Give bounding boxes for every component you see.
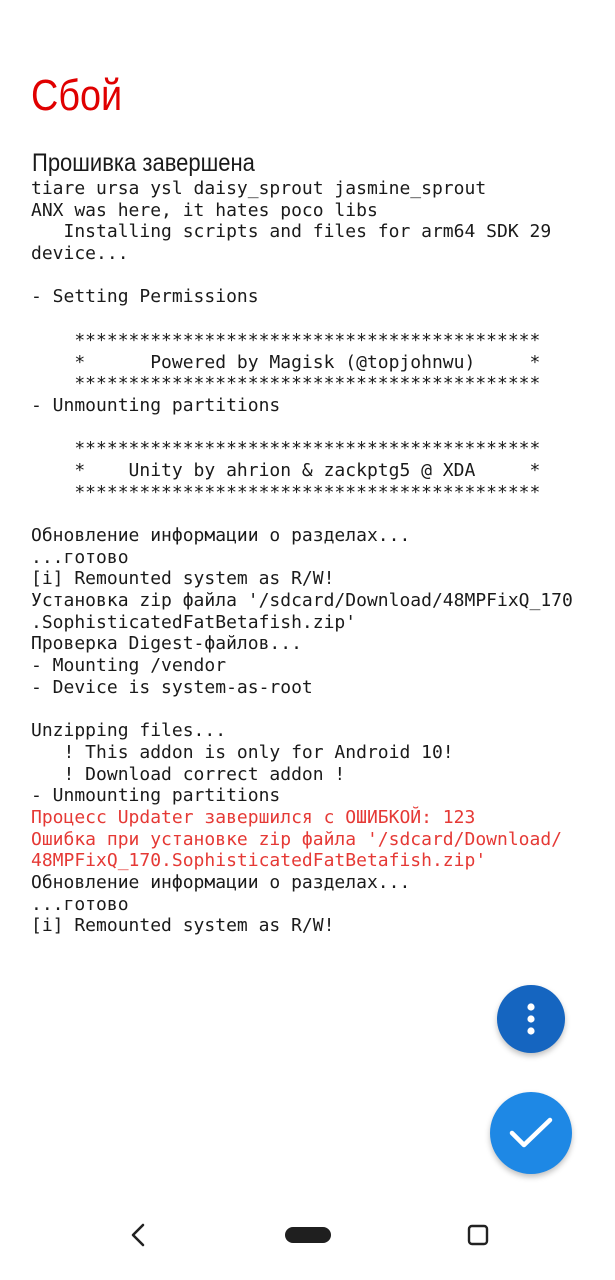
log-line: ...готово (31, 546, 129, 568)
log-line: Обновление информации о разделах... (31, 872, 411, 893)
more-vertical-icon (525, 1002, 537, 1036)
log-line: ******************************************* (31, 373, 541, 395)
more-options-button[interactable] (497, 985, 565, 1053)
log-line: Обновление информации о разделах... (31, 525, 411, 546)
log-line: - Unmounting partitions (31, 785, 281, 807)
flash-log (31, 178, 573, 937)
log-line: [i] Remounted system as R/W! (31, 915, 335, 937)
log-line (31, 417, 573, 439)
log-line: .SophisticatedFatBetafish.zip' (31, 611, 357, 633)
log-viewport[interactable] (0, 178, 615, 960)
log-line: Installing scripts and files for arm64 SDK 29 (31, 221, 552, 243)
page-title: Сбой (31, 71, 123, 120)
log-line: Проверка Digest-файлов... (31, 633, 302, 655)
back-chevron-icon (128, 1222, 148, 1248)
checkmark-icon (509, 1116, 553, 1150)
log-line (31, 503, 573, 525)
log-line: tiare ursa ysl daisy_sprout jasmine_sprout (31, 178, 487, 199)
log-line: - Unmounting partitions (31, 394, 281, 416)
recents-square-icon (467, 1224, 489, 1246)
log-line: ******************************************* (31, 481, 541, 503)
log-line: Установка zip файла '/sdcard/Download/48MPFixQ_170 (31, 590, 573, 612)
home-pill-icon (284, 1226, 332, 1244)
done-button[interactable] (490, 1092, 572, 1174)
log-line-error: 48MPFixQ_170.SophisticatedFatBetafish.zip' (31, 850, 487, 872)
log-line: ! This addon is only for Android 10! (31, 741, 454, 763)
log-line: ...готово (31, 893, 129, 915)
log-line: ******************************************* (31, 329, 541, 351)
log-line (31, 308, 573, 330)
log-line: - Mounting /vendor (31, 655, 227, 677)
log-line: * Powered by Magisk (@topjohnwu) * (31, 351, 541, 373)
log-line: ******************************************* (31, 438, 541, 460)
log-line: - Setting Permissions (31, 286, 259, 308)
log-line (31, 699, 573, 721)
log-line (31, 265, 573, 287)
log-line-error: Ошибка при установке zip файла '/sdcard/Download/ (31, 828, 563, 850)
log-line: * Unity by ahrion & zackptg5 @ XDA * (31, 459, 541, 481)
log-line: ! Download correct addon ! (31, 763, 346, 785)
log-line-error: Процесс Updater завершился с ОШИБКОЙ: 123 (31, 806, 476, 828)
log-line: ANX was here, it hates poco libs (31, 199, 378, 221)
nav-recents-button[interactable] (456, 1215, 500, 1255)
log-line: Unzipping files... (31, 720, 227, 742)
page-subtitle: Прошивка завершена (32, 149, 255, 177)
nav-home-button[interactable] (280, 1215, 336, 1255)
system-navigation-bar (0, 1195, 615, 1275)
log-line: - Device is system-as-root (31, 676, 313, 698)
log-line: [i] Remounted system as R/W! (31, 568, 335, 590)
log-line: device... (31, 243, 129, 265)
nav-back-button[interactable] (116, 1215, 160, 1255)
